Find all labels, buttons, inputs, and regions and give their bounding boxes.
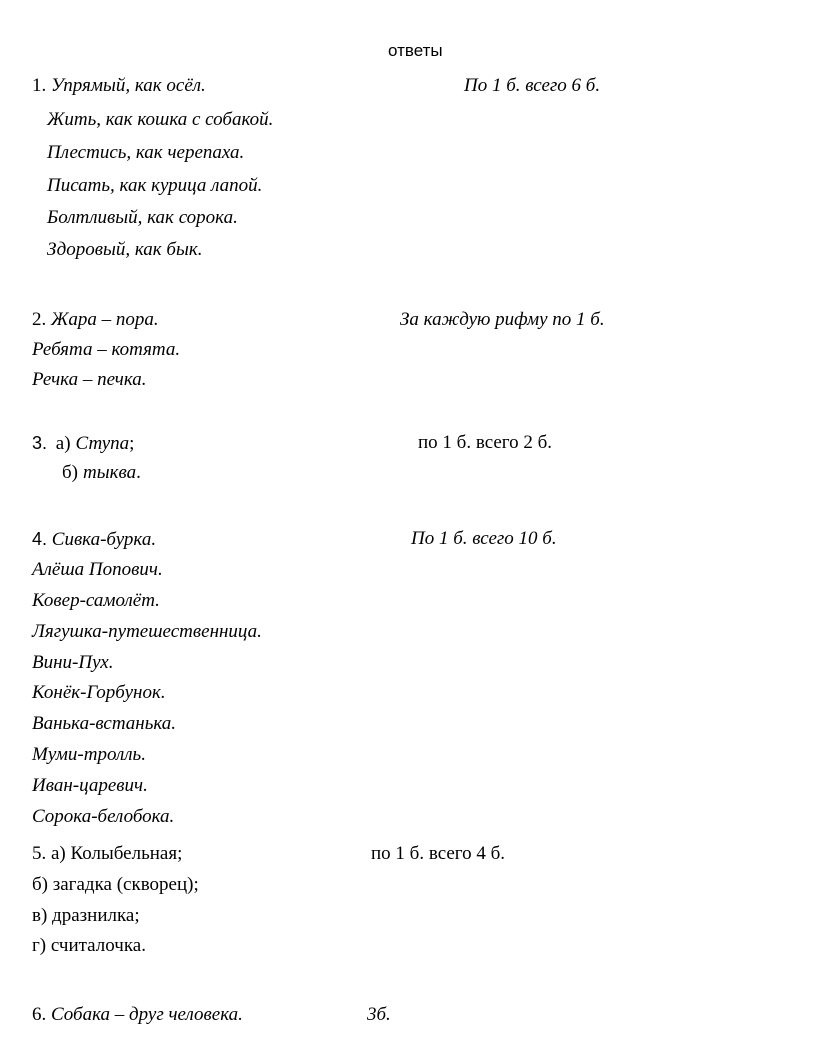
option-label: б) bbox=[62, 462, 78, 483]
score-note: по 1 б. всего 4 б. bbox=[371, 843, 506, 864]
page-title: ответы bbox=[388, 41, 443, 60]
option-label: а) bbox=[55, 433, 71, 454]
score-note: По 1 б. всего 10 б. bbox=[411, 528, 557, 549]
answer-item: Муми-тролль. bbox=[32, 744, 146, 765]
answer-item: Алёша Попович. bbox=[32, 559, 163, 580]
answer-item: Жить, как кошка с собакой. bbox=[47, 109, 274, 130]
answer-number: 2. bbox=[32, 309, 47, 330]
answer-item: Ступа bbox=[75, 433, 130, 454]
answer-item: б) загадка (скворец); bbox=[32, 874, 199, 895]
answer-number: 3. bbox=[32, 433, 48, 453]
answer-3-line-a bbox=[32, 431, 134, 456]
answer-number: 6. bbox=[32, 1004, 47, 1025]
score-note: 3б. bbox=[367, 1004, 391, 1025]
answer-number: 4. bbox=[32, 529, 48, 549]
answer-item: Собака – друг человека. bbox=[51, 1004, 243, 1025]
answer-item: Сорока-белобока. bbox=[32, 806, 175, 827]
answer-item: Ковер-самолёт. bbox=[32, 590, 160, 611]
score-note: За каждую рифму по 1 б. bbox=[400, 309, 605, 330]
answer-item: Жара – пора. bbox=[51, 309, 159, 330]
score-note: По 1 б. всего 6 б. bbox=[464, 75, 601, 96]
answer-number: 5. bbox=[32, 843, 47, 864]
answer-item: Речка – печка. bbox=[32, 369, 147, 390]
answer-item: Плестись, как черепаха. bbox=[47, 142, 245, 163]
answer-item: Ребята – котята. bbox=[32, 339, 181, 360]
answer-number: 1. bbox=[32, 75, 47, 96]
answer-5-line bbox=[32, 842, 182, 866]
answer-6-line bbox=[32, 1003, 243, 1027]
answer-item: Писать, как курица лапой. bbox=[47, 175, 263, 196]
answer-item: Сивка-бурка. bbox=[51, 529, 157, 550]
answer-item: Ванька-встанька. bbox=[32, 713, 177, 734]
answer-2-line bbox=[32, 308, 159, 332]
answer-item: Вини-Пух. bbox=[32, 652, 114, 673]
answer-item: в) дразнилка; bbox=[32, 905, 140, 926]
answer-1-line bbox=[32, 74, 206, 98]
answer-item: тыква bbox=[83, 462, 137, 483]
punctuation: ; bbox=[129, 433, 135, 454]
answer-item: Лягушка-путешественница. bbox=[32, 621, 262, 642]
answer-item: Иван-царевич. bbox=[32, 775, 148, 796]
answer-4-line bbox=[32, 527, 156, 552]
answer-item: Болтливый, как сорока. bbox=[47, 207, 238, 228]
score-note: по 1 б. всего 2 б. bbox=[418, 432, 553, 453]
answer-3-line-b bbox=[62, 461, 141, 485]
answer-item: Конёк-Горбунок. bbox=[32, 682, 166, 703]
answer-item: а) Колыбельная; bbox=[51, 843, 183, 864]
punctuation: . bbox=[136, 462, 141, 483]
answer-item: Упрямый, как осёл. bbox=[51, 75, 206, 96]
answer-item: Здоровый, как бык. bbox=[47, 239, 203, 260]
answer-item: г) считалочка. bbox=[32, 935, 146, 956]
